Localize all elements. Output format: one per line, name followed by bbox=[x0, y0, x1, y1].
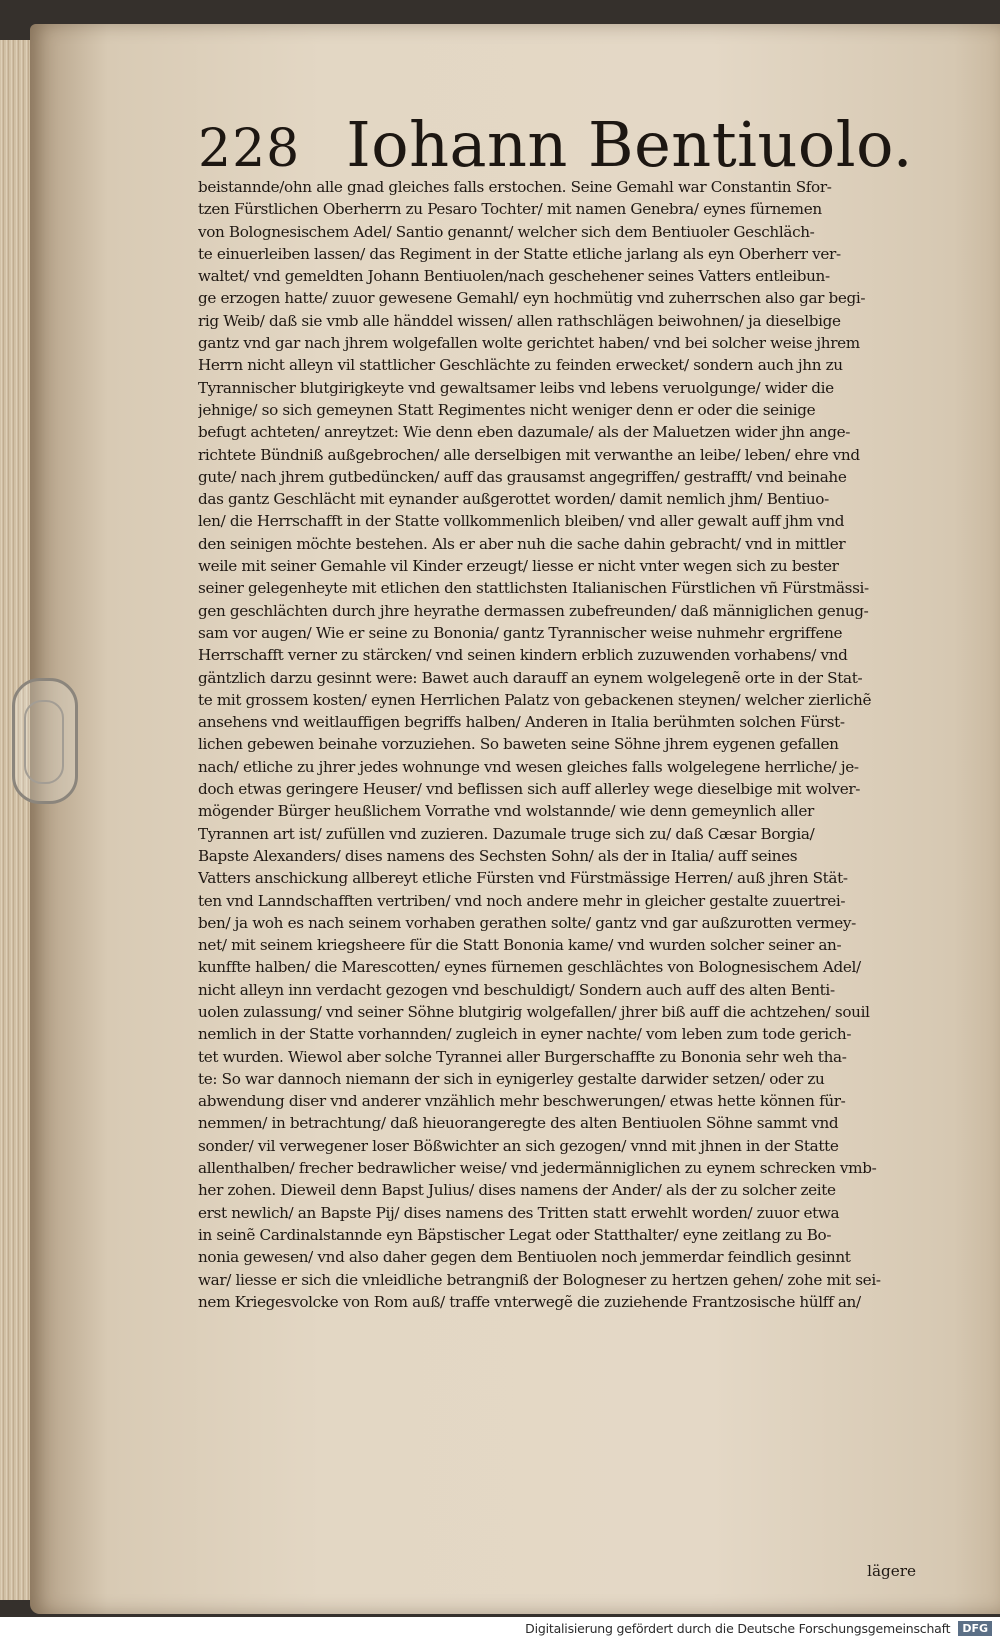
text-line: Bapste Alexanders/ dises namens des Sechsten Sohn/ als der in Italia/ auff seines bbox=[198, 846, 798, 865]
text-line: sonder/ vil verwegener loser Bößwichter an sich gezogen/ vnnd mit jhnen in der Statte bbox=[198, 1136, 839, 1155]
text-line: gantz vnd gar nach jhrem wolgefallen wolte gerichtet haben/ vnd bei solcher weise jhrem bbox=[198, 334, 860, 353]
text-line: ansehens vnd weitlauffigen begriffs halben/ Anderen in Italia berühmten solchen Fürst- bbox=[198, 713, 845, 732]
text-line: Tyrannischer blutgirigkeyte vnd gewaltsamer leibs vnd lebens veruolgunge/ wider die bbox=[198, 378, 834, 397]
text-line: seiner gelegenheyte mit etlichen den stattlichsten Italianischen Fürstlichen vñ Fürstmässi- bbox=[198, 579, 869, 598]
text-line: richtete Bündniß außgebrochen/ alle derselbigen mit verwanthe an leibe/ leben/ ehre vnd bbox=[198, 445, 860, 464]
text-line: te: So war dannoch niemann der sich in eynigerley gestalte darwider setzen/ oder zu bbox=[198, 1069, 825, 1088]
body-text bbox=[198, 176, 920, 1313]
text-line: nemmen/ in betrachtung/ daß hieuorangeregte des alten Bentiuolen Söhne sammt vnd bbox=[198, 1114, 839, 1133]
text-line: her zohen. Dieweil denn Bapst Julius/ dises namens der Ander/ als der zu solcher zeite bbox=[198, 1181, 836, 1200]
clip-tab-inner bbox=[24, 700, 64, 784]
text-line: te mit grossem kosten/ eynen Herrlichen Palatz von gebackenen steynen/ welcher zierlichẽ bbox=[198, 690, 872, 709]
text-line: beistannde/ohn alle gnad gleiches falls erstochen. Seine Gemahl war Constantin Sfor- bbox=[198, 178, 832, 196]
text-line: ben/ ja woh es nach seinem vorhaben gerathen solte/ gantz vnd gar außzurotten vermey- bbox=[198, 913, 856, 932]
text-line: Tyrannen art ist/ zufüllen vnd zuzieren. Dazumale truge sich zu/ daß Cæsar Borgia/ bbox=[198, 824, 815, 843]
text-line: befugt achteten/ anreytzet: Wie denn eben dazumale/ als der Maluetzen wider jhn ange- bbox=[198, 423, 850, 442]
text-line: weile mit seiner Gemahle vil Kinder erzeugt/ liesse er nicht vnter wegen sich zu bester bbox=[198, 557, 839, 576]
text-line: jehnige/ so sich gemeynen Statt Regimentes nicht weniger denn er oder die seinige bbox=[198, 400, 816, 419]
text-line: allenthalben/ frecher bedrawlicher weise/ vnd jedermänniglichen zu eynem schrecken vmb- bbox=[198, 1159, 877, 1178]
footer-bar bbox=[0, 1617, 1000, 1639]
text-line: nemlich in der Statte vorhannden/ zugleich in eyner nachte/ vom leben zum tode gerich- bbox=[198, 1025, 852, 1044]
text-line: Vatters anschickung allbereyt etliche Fürsten vnd Fürstmässige Herren/ auß jhren Stät- bbox=[198, 869, 848, 888]
text-line: ge erzogen hatte/ zuuor gewesene Gemahl/ eyn hochmütig vnd zuherrschen also gar begi- bbox=[198, 289, 866, 308]
text-line: war/ liesse er sich die vnleidliche betrangniß der Bologneser zu hertzen gehen/ zohe mit sei- bbox=[198, 1270, 881, 1289]
text-line: den seinigen möchte bestehen. Als er aber nuh die sache dahin gebracht/ vnd in mittler bbox=[198, 534, 846, 553]
text-line: in seinẽ Cardinalstannde eyn Bäpstischer Legat oder Statthalter/ eyne zeitlang zu Bo- bbox=[198, 1225, 832, 1244]
text-line: abwendung diser vnd anderer vnzählich mehr beschwerungen/ etwas hette können für- bbox=[198, 1092, 846, 1111]
text-line: len/ die Herrschafft in der Statte vollkommenlich bleiben/ vnd aller gewalt auff jhm vnd bbox=[198, 512, 845, 531]
text-line: nonia gewesen/ vnd also daher gegen dem Bentiuolen noch jemmerdar feindlich gesinnt bbox=[198, 1248, 851, 1267]
text-line: nach/ etliche zu jhrer jedes wohnunge vnd wesen gleiches falls wolgelegene herrliche/ je- bbox=[198, 757, 859, 776]
text-line: doch etwas geringere Heuser/ vnd beflissen sich auff allerley wege dieselbige mit wolver- bbox=[198, 780, 861, 799]
text-line: Herrn nicht alleyn vil stattlicher Geschlächte zu feinden erwecket/ sondern auch jhn zu bbox=[198, 356, 843, 375]
text-line: Herrschafft verner zu stärcken/ vnd seinen kindern erblich zuzuwenden vorhabens/ vnd bbox=[198, 646, 848, 665]
text-line: kunffte halben/ die Marescotten/ eynes fürnemen geschlächtes von Bolognesischem Adel/ bbox=[198, 958, 861, 977]
catchword: lägere bbox=[867, 1562, 916, 1580]
text-line: net/ mit seinem kriegsheere für die Statt Bononia kame/ vnd wurden solcher seiner an- bbox=[198, 936, 842, 955]
text-line: ten vnd Lanndschafften vertriben/ vnd noch andere mehr in gleicher gestalte zuuertrei- bbox=[198, 891, 846, 910]
text-line: nem Kriegesvolcke von Rom auß/ traffe vnterwegẽ die zuziehende Frantzosische hülff an/ bbox=[198, 1292, 861, 1311]
running-head: Iohann Bentiuolo. bbox=[346, 108, 914, 181]
text-line: das gantz Geschlächt mit eynander außgerottet worden/ damit nemlich jhm/ Bentiuo- bbox=[198, 490, 829, 509]
text-line: erst newlich/ an Bapste Pij/ dises namens des Tritten statt erwehlt worden/ zuuor etwa bbox=[198, 1203, 840, 1222]
text-line: rig Weib/ daß sie vmb alle händdel wissen/ allen rathschlägen beiwohnen/ ja dieselbige bbox=[198, 311, 841, 330]
text-line: gute/ nach jhrem gutbedüncken/ auff das grausamst angegriffen/ gestrafft/ vnd beinahe bbox=[198, 467, 847, 486]
text-line: gen geschlächten durch jhre heyrathe dermassen zubefreunden/ daß männiglichen genug- bbox=[198, 601, 869, 620]
text-line: von Bolognesischem Adel/ Santio genannt/ welcher sich dem Bentiuoler Geschläch- bbox=[198, 222, 815, 241]
text-line: sam vor augen/ Wie er seine zu Bononia/ gantz Tyrannischer weise nuhmehr ergriffene bbox=[198, 623, 843, 642]
text-line: tet wurden. Wiewol aber solche Tyrannei aller Burgerschaffte zu Bononia sehr weh tha- bbox=[198, 1047, 847, 1066]
footer-credit: Digitalisierung gefördert durch die Deutsche Forschungsgemeinschaft bbox=[525, 1620, 951, 1636]
text-line: mögender Bürger heußlichem Vorrathe vnd wolstannde/ wie denn gemeynlich aller bbox=[198, 802, 814, 821]
text-line: uolen zulassung/ vnd seiner Söhne blutgirig wolgefallen/ jhrer biß auff die achtzehen/ souil bbox=[198, 1002, 870, 1021]
text-line: te einuerleiben lassen/ das Regiment in der Statte etliche jarlang als eyn Oberherr ver- bbox=[198, 244, 841, 263]
text-line: lichen gebewen beinahe vorzuziehen. So baweten seine Söhne jhrem eygenen gefallen bbox=[198, 735, 839, 754]
dfg-logo: DFG bbox=[958, 1621, 992, 1636]
page-number: 228 bbox=[198, 119, 301, 179]
text-line: nicht alleyn inn verdacht gezogen vnd beschuldigt/ Sondern auch auff des alten Benti- bbox=[198, 980, 835, 999]
text-line: gäntzlich darzu gesinnt were: Bawet auch darauff an eynem wolgelegenẽ orte in der Stat- bbox=[198, 668, 863, 687]
text-line: waltet/ vnd gemeldten Johann Bentiuolen/nach geschehener seines Vatters entleibun- bbox=[198, 267, 830, 286]
text-line: tzen Fürstlichen Oberherrn zu Pesaro Tochter/ mit namen Genebra/ eynes fürnemen bbox=[198, 200, 822, 219]
